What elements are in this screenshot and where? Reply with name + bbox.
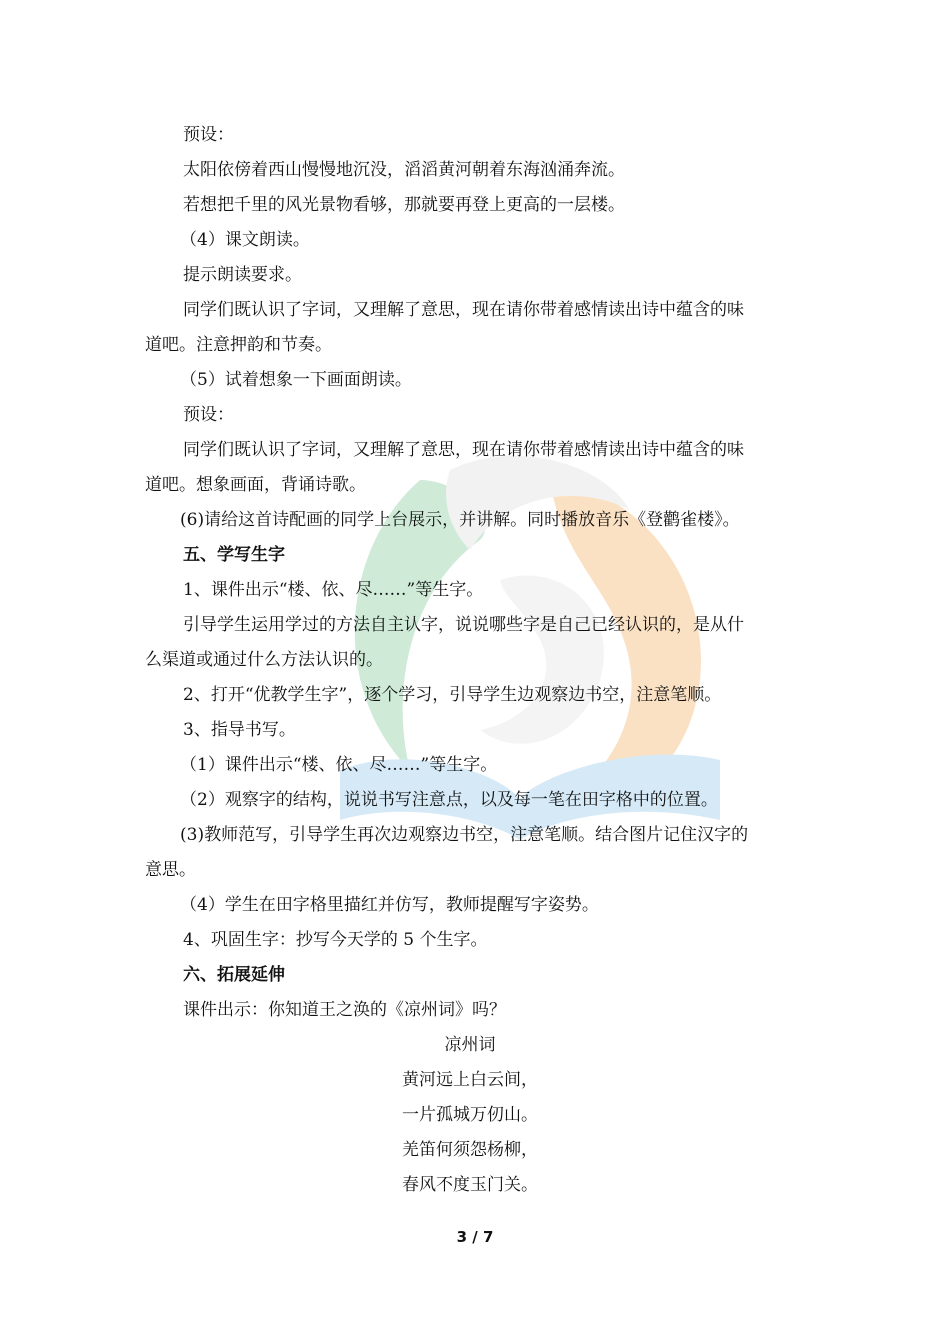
paragraph: （2）观察字的结构，说说书写注意点，以及每一笔在田字格中的位置。 [180, 790, 718, 810]
paragraph: （4）学生在田字格里描红并仿写，教师提醒写字姿势。 [180, 895, 599, 915]
paragraph: (3)教师范写，引导学生再次边观察边书空，注意笔顺。结合图片记住汉字的 [180, 825, 749, 845]
paragraph: （1）课件出示“楼、依、尽……”等生字。 [180, 755, 498, 775]
poem-title: 凉州词 [444, 1035, 496, 1055]
paragraph: 太阳依傍着西山慢慢地沉没，滔滔黄河朝着东海汹涌奔流。 [183, 160, 625, 180]
paragraph: 提示朗读要求。 [183, 265, 302, 285]
paragraph: 若想把千里的风光景物看够，那就要再登上更高的一层楼。 [183, 195, 625, 215]
paragraph: 4、巩固生字：抄写今天学的 5 个生字。 [183, 930, 488, 950]
paragraph: 道吧。想象画面，背诵诗歌。 [145, 475, 366, 495]
paragraph: 引导学生运用学过的方法自主认字，说说哪些字是自己已经认识的，是从什 [183, 615, 744, 635]
section-heading: 六、拓展延伸 [183, 965, 285, 985]
paragraph: 预设： [183, 405, 234, 425]
paragraph: 么渠道或通过什么方法认识的。 [145, 650, 383, 670]
section-heading: 五、学写生字 [183, 545, 285, 565]
page-number: 3 / 7 [456, 1228, 494, 1246]
paragraph: 同学们既认识了字词，又理解了意思，现在请你带着感情读出诗中蕴含的味 [183, 300, 744, 320]
paragraph: 预设： [183, 125, 234, 145]
paragraph: 意思。 [145, 860, 196, 880]
poem-line: 黄河远上白云间， [402, 1070, 538, 1090]
poem-line: 一片孤城万仞山。 [402, 1105, 538, 1125]
poem-line: 羌笛何须怨杨柳， [402, 1140, 538, 1160]
paragraph: 2、打开“优教学生字”，逐个学习，引导学生边观察边书空，注意笔顺。 [183, 685, 722, 705]
paragraph: （5）试着想象一下画面朗读。 [180, 370, 412, 390]
paragraph: 道吧。注意押韵和节奏。 [145, 335, 332, 355]
paragraph: 1、课件出示“楼、依、尽……”等生字。 [183, 580, 484, 600]
paragraph: 3、指导书写。 [183, 720, 296, 740]
poem-line: 春风不度玉门关。 [402, 1175, 538, 1195]
paragraph: 课件出示：你知道王之涣的《凉州词》吗？ [183, 1000, 506, 1020]
paragraph: (6)请给这首诗配画的同学上台展示，并讲解。同时播放音乐《登鹳雀楼》。 [180, 510, 740, 530]
paragraph: 同学们既认识了字词，又理解了意思，现在请你带着感情读出诗中蕴含的味 [183, 440, 744, 460]
paragraph: （4）课文朗读。 [180, 230, 310, 250]
